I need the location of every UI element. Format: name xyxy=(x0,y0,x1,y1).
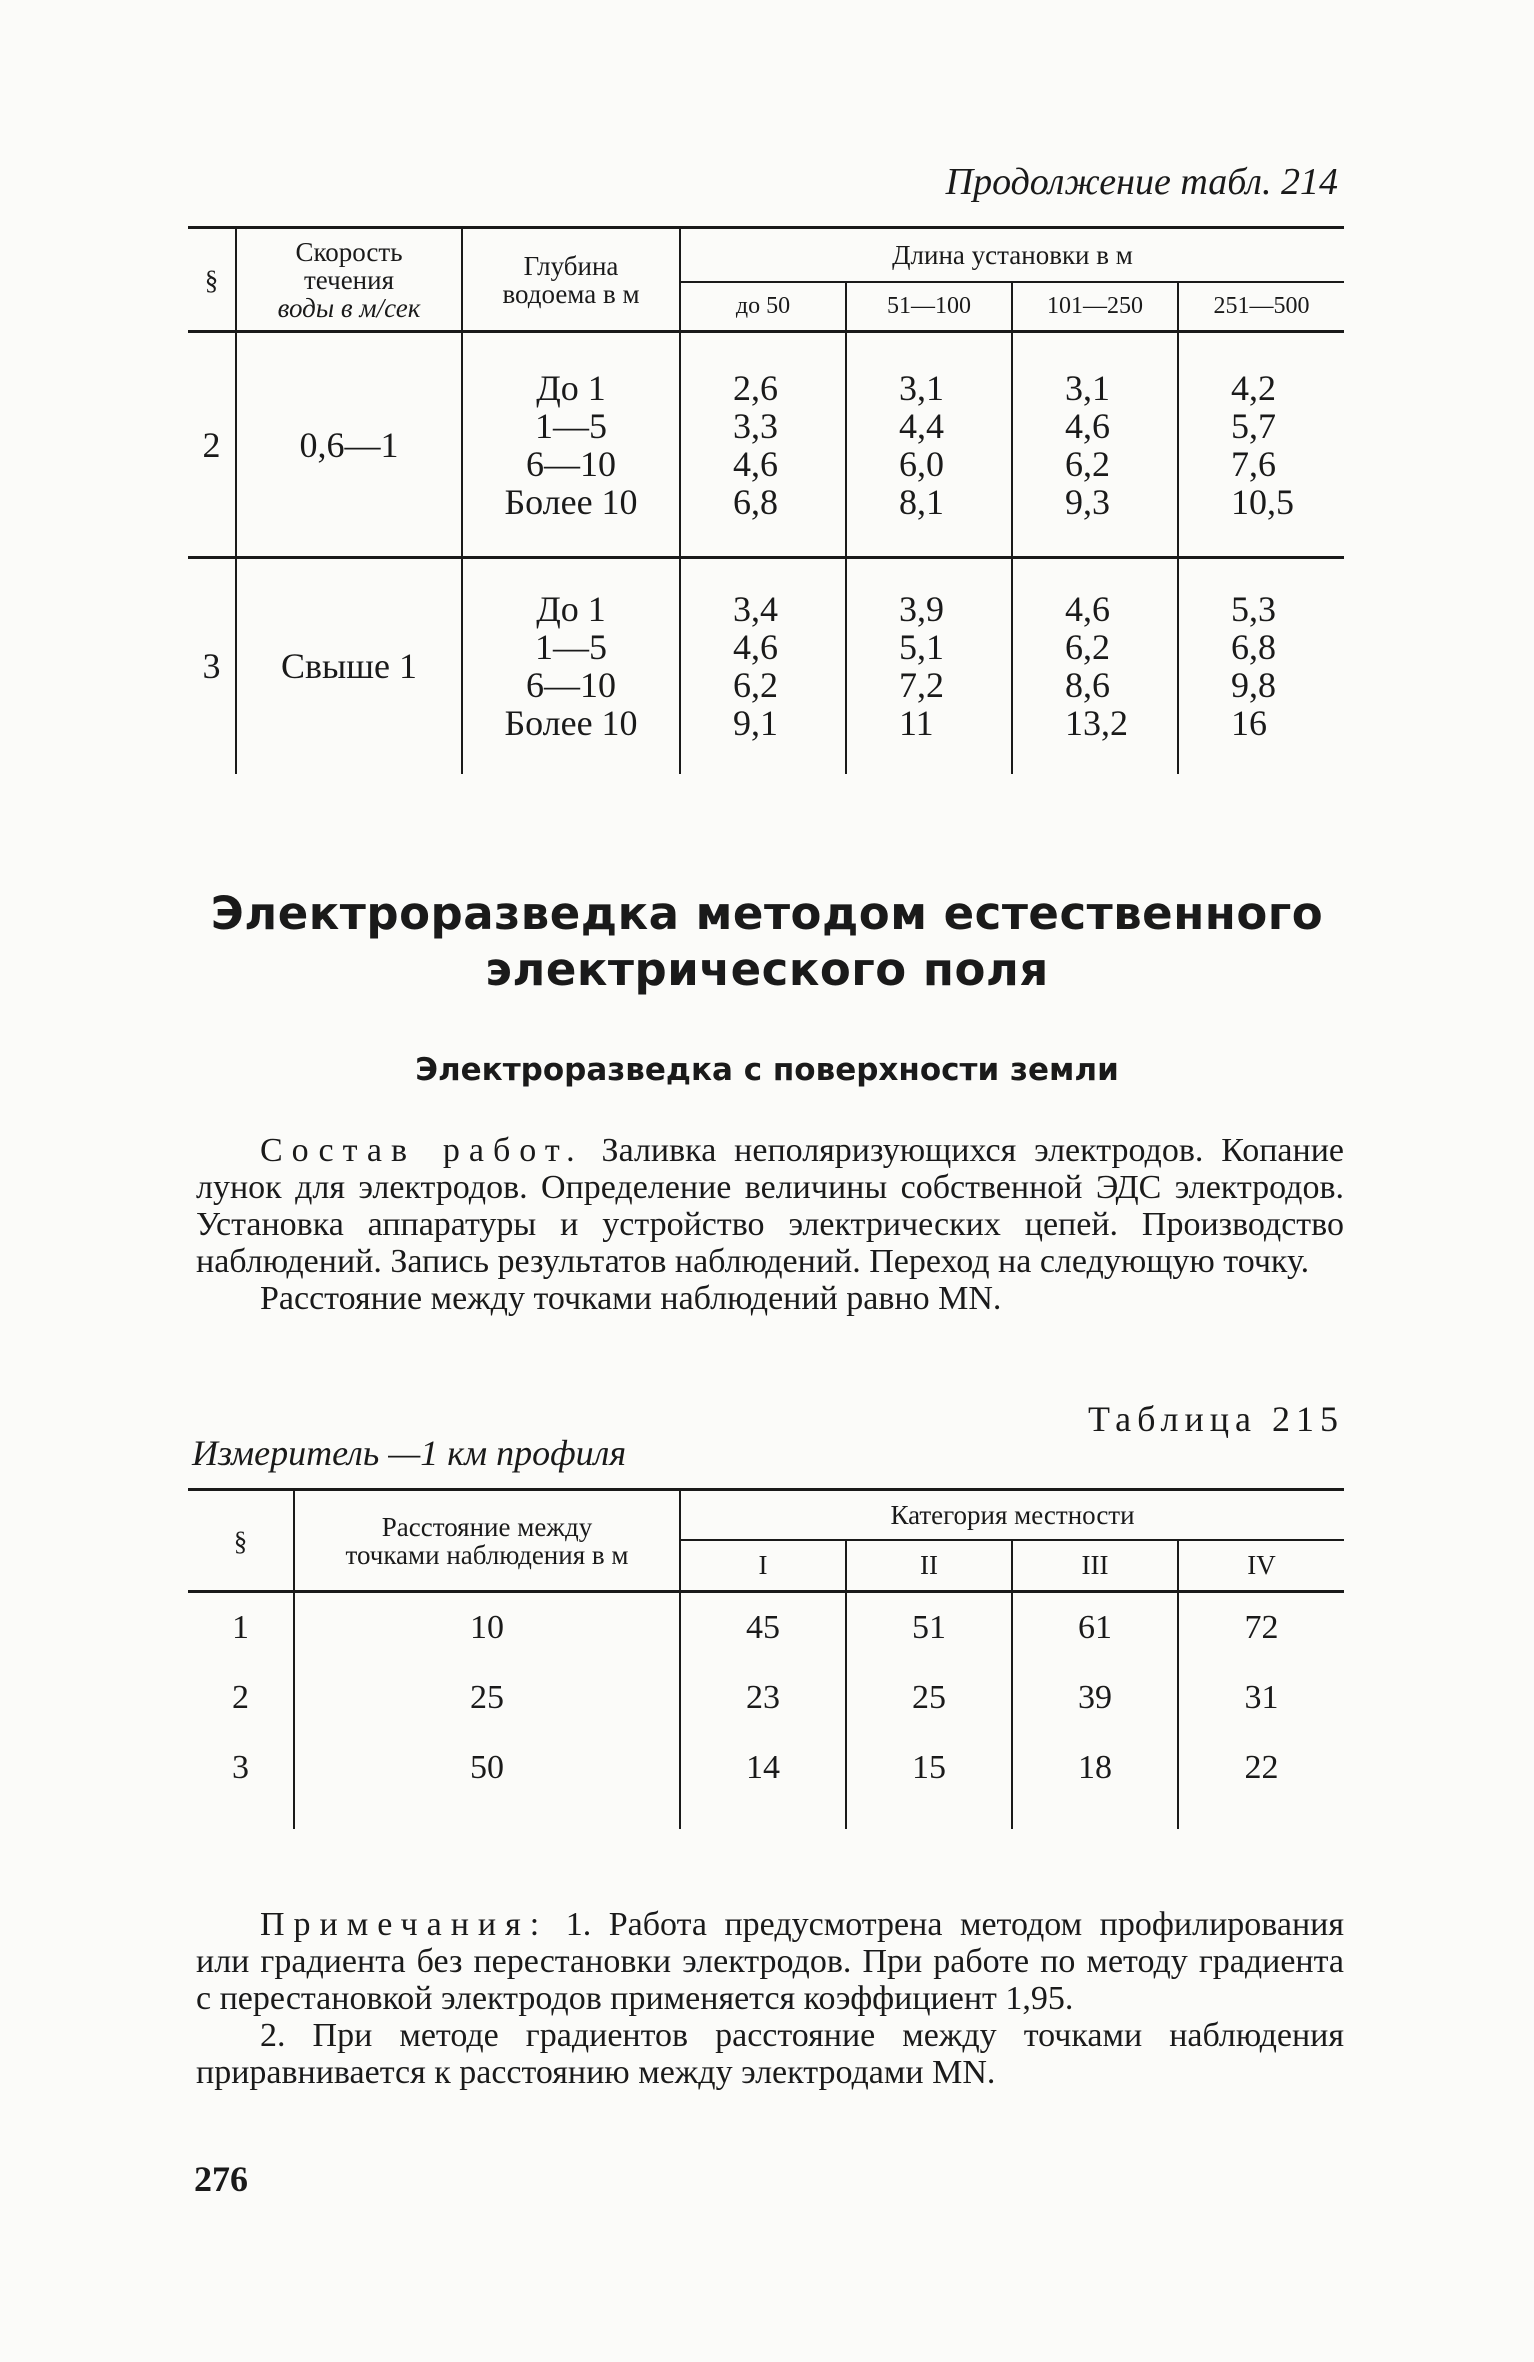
header-cat: III xyxy=(1012,1540,1178,1592)
table-row: 2 0,6—1 До 1 1—5 6—10 Более 10 2,6 3,3 4,6 6,8 3,1 4,4 6,0 8,1 3,1 4,6 6,2 9,3 4,2 5,7 7,6 10,5 xyxy=(188,332,1344,558)
lead-label: Состав работ. xyxy=(260,1132,584,1169)
table-row: 1 10 45 51 61 72 xyxy=(188,1592,1344,1664)
header-length: Длина установки в м xyxy=(680,228,1344,282)
continuation-caption: Продолжение табл. 214 xyxy=(945,161,1338,203)
header-distance: Расстояние между точками наблюдения в м xyxy=(294,1490,680,1592)
header-range: 101—250 xyxy=(1012,282,1178,332)
subsection-heading: Электроразведка с поверхности земли xyxy=(415,1052,1119,1088)
notes-label: Примечания: xyxy=(260,1906,549,1943)
header-range: до 50 xyxy=(680,282,846,332)
header-speed: Скорость течения воды в м/сек xyxy=(236,228,462,332)
notes xyxy=(196,1906,1344,2091)
note-2: 2. При методе градиентов расстояние между точками наблюдения приравнивается к расстоянию между электродами MN. xyxy=(196,2017,1344,2091)
header-section: § xyxy=(188,228,236,332)
header-range: 51—100 xyxy=(846,282,1012,332)
table-row: 3 50 14 15 18 22 xyxy=(188,1733,1344,1829)
header-range: 251—500 xyxy=(1178,282,1344,332)
table-215 xyxy=(188,1488,1344,1829)
table-row: 3 Свыше 1 До 1 1—5 6—10 Более 10 3,4 4,6 6,2 9,1 3,9 5,1 7,2 11 4,6 6,2 8,6 13,2 5,3 6,8 9,8 16 xyxy=(188,558,1344,774)
depth-list: До 1 1—5 6—10 Более 10 xyxy=(462,558,680,774)
header-depth: Глубина водоема в м xyxy=(462,228,680,332)
note-1: 1. Работа предусмотрена методом профилирования или градиента без перестановки электродов. При работе по методу градиента с перестановкой электродов применяется коэффициент 1,95. xyxy=(196,1906,1344,2017)
table-row: 2 25 23 25 39 31 xyxy=(188,1663,1344,1733)
header-cat: I xyxy=(680,1540,846,1592)
work-description xyxy=(196,1132,1344,1317)
measure-unit: Измеритель —1 км профиля xyxy=(192,1433,627,1473)
table-214 xyxy=(188,226,1344,774)
section-heading: Электроразведка методом естественного электрического поля xyxy=(210,887,1324,996)
table-215-label: Таблица 215 xyxy=(1088,1399,1344,1439)
header-category: Категория местности xyxy=(680,1490,1344,1540)
depth-list: До 1 1—5 6—10 Более 10 xyxy=(462,332,680,558)
header-cat: IV xyxy=(1178,1540,1344,1592)
page-number: 276 xyxy=(194,2159,248,2199)
work-text: Заливка неполяризующихся электродов. Копание лунок для электродов. Определение величины собственной ЭДС электродов. Установка аппаратуры и устройство электрических цепей. Производство наблюдений. Запись результатов наблюдений. Переход на следующую точку. xyxy=(196,1132,1344,1280)
header-section: § xyxy=(188,1490,294,1592)
header-cat: II xyxy=(846,1540,1012,1592)
distance-text: Расстояние между точками наблюдений равно MN. xyxy=(260,1280,1002,1317)
